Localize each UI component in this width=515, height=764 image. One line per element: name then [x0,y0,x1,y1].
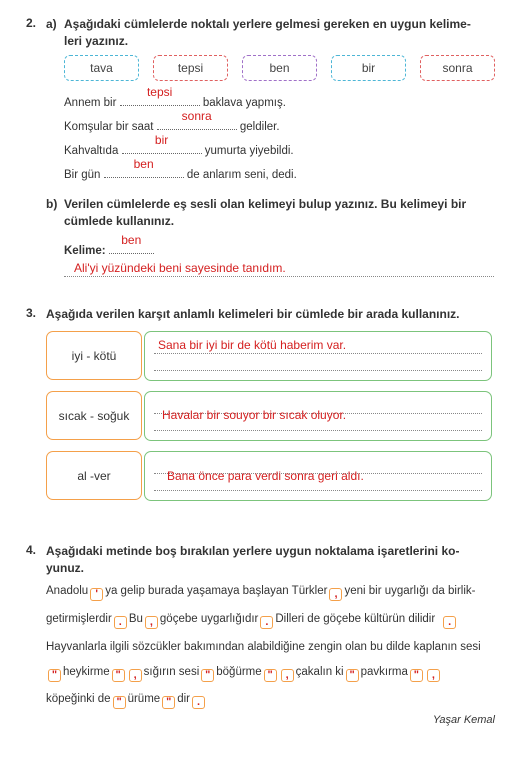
punct-box[interactable]: " [112,669,125,682]
passage-text: göçebe uygarlığıdır [159,613,259,625]
punct-box[interactable]: " [162,696,175,709]
answer-text: sonra [181,109,212,123]
passage-text: getirmişlerdir [46,613,112,625]
punct-box[interactable]: . [260,616,273,629]
word-option-sonra: sonra [420,55,495,81]
sentence-text: Kahvaltıda [64,145,119,157]
answer-blank[interactable] [157,109,237,130]
pair-box-1: iyi - kötü [46,331,142,380]
punct-box[interactable]: " [113,696,126,709]
passage-text: sığırın sesi [143,666,200,678]
kelime-label: Kelime: [64,245,106,257]
q3-instruction: Aşağıda verilen karşıt anlamlı kelimeleri bir cümlede bir arada kullanınız. [46,307,460,321]
punct-box[interactable]: , [129,669,142,682]
q2b-instruction-line1: Verilen cümlelerde eş sesli olan kelimeyi bulup yazınız. Bu kelimeyi bir [64,197,467,211]
fill-sentence-2 [64,109,280,133]
sentence-text: Annem bir [64,97,117,109]
sentence-text: geldiler. [239,121,280,133]
q4-instruction [46,543,496,577]
punct-box[interactable]: . [443,616,456,629]
punct-box[interactable]: " [264,669,277,682]
q4-instruction-line2: yunuz. [46,561,84,575]
sentence-text: yumurta yiyebildi. [204,145,294,157]
q2b-label: b) [46,197,58,211]
fill-sentence-3 [64,133,294,157]
passage-text: dir [177,693,190,705]
q4-number: 4. [26,543,37,557]
answer-line [154,353,482,354]
b-sentence-answer: Ali'yi yüzündeki beni sayesinde tanıdım. [74,261,286,275]
answer-box-3[interactable] [144,451,492,501]
punct-box[interactable]: , [145,616,158,629]
answer-sentence: Havalar bir souyor bir sıcak oluyor. [162,408,347,422]
answer-box-1[interactable] [144,331,492,381]
punct-box[interactable]: " [201,669,214,682]
passage-line-3 [46,641,481,653]
q4-instruction-line1: Aşağıdaki metinde boş bırakılan yerlere uygun noktalama işaretlerini ko- [46,544,460,558]
q2-number: 2. [26,16,37,30]
kelime-blank[interactable] [109,233,154,254]
passage-text: heykirme [63,666,110,678]
passage-text: Anadolu [46,585,89,597]
q2a-label: a) [46,17,57,31]
punct-box[interactable]: . [192,696,205,709]
sentence-text: Komşular bir saat [64,121,154,133]
passage-text: Dilleri de göçebe kültürün dilidir [275,613,436,625]
answer-line [154,490,482,491]
answer-sentence: Bana önce para verdi sonra geri aldı. [167,469,364,483]
passage-line-1 [46,585,476,601]
q3-number: 3. [26,306,37,320]
answer-text: ben [133,157,154,171]
passage-text: çakalın ki [295,666,344,678]
answer-line [154,370,482,371]
answer-line [154,430,482,431]
pair-box-2: sıcak - soğuk [46,391,142,440]
passage-text: böğürme [216,666,262,678]
q2a-instruction [64,16,504,50]
q2a-instruction-line1: Aşağıdaki cümlelerde noktalı yerlere gelmesi gereken en uygun kelime- [64,17,471,31]
answer-text: bir [154,133,169,147]
sentence-text: Bir gün [64,169,101,181]
answer-blank[interactable] [122,133,202,154]
answer-sentence: Sana bir iyi bir de kötü haberim var. [158,338,347,352]
punct-box[interactable]: , [427,669,440,682]
punct-box[interactable]: . [114,616,127,629]
passage-text: yeni bir uygarlığı da birlik- [344,585,476,597]
passage-text: pavkırma [360,666,408,678]
passage-text: ürüme [127,693,161,705]
answer-blank[interactable] [104,157,184,178]
passage-line-4 [46,666,442,682]
punct-box[interactable]: , [329,588,342,601]
kelime-answer: ben [121,233,142,247]
answer-blank[interactable] [120,85,200,106]
punct-box[interactable]: ' [90,588,103,601]
word-option-bir: bir [331,55,406,81]
punct-box[interactable]: " [346,669,359,682]
q2a-instruction-line2: leri yazınız. [64,34,129,48]
passage-text: Bu [128,613,143,625]
punct-box[interactable]: " [48,669,61,682]
fill-sentence-1 [64,85,286,109]
punct-box[interactable]: , [281,669,294,682]
answer-text: tepsi [146,85,173,99]
q2b-instruction [64,196,504,230]
passage-line-5 [46,693,207,709]
word-option-tava: tava [64,55,139,81]
sentence-text: de anlarım seni, dedi. [186,169,297,181]
sentence-text: baklava yapmış. [202,97,286,109]
word-option-ben: ben [242,55,317,81]
passage-line-2 [46,613,458,629]
b-sentence-line[interactable] [64,276,494,277]
passage-text: ya gelip burada yaşamaya başlayan Türkler [105,585,328,597]
word-option-tepsi: tepsi [153,55,228,81]
fill-sentence-4 [64,157,297,181]
q2b-instruction-line2: cümlede kullanınız. [64,214,175,228]
answer-box-2[interactable] [144,391,492,441]
pair-box-3: al -ver [46,451,142,500]
author-name: Yaşar Kemal [432,714,495,726]
punct-box[interactable]: " [410,669,423,682]
kelime-row [64,233,154,257]
passage-text: köpeğinki de [46,693,111,705]
passage-text: Hayvanlarla ilgili sözcükler bakımından alabildiğine zengin olan bu dilde kaplanın sesi [46,641,481,653]
